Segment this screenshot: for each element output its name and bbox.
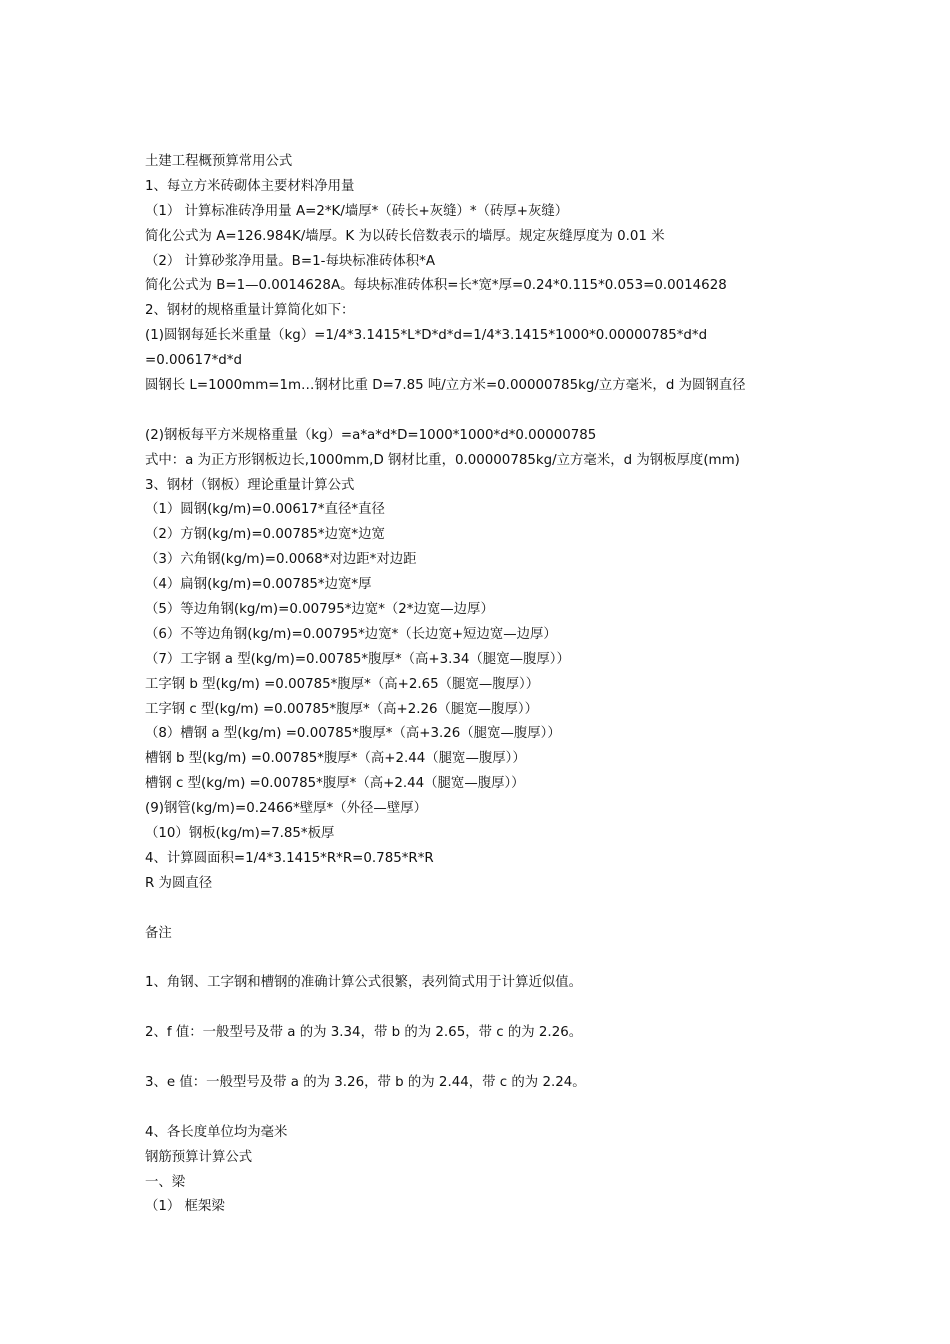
text-line: (1)圆钢每延长米重量（kg）=1/4*3.1415*L*D*d*d=1/4*3.1415*1000*0.00000785*d*d xyxy=(145,328,708,344)
text-line: R 为圆直径 xyxy=(145,875,213,891)
document-title: 土建工程概预算常用公式 xyxy=(145,154,293,169)
blank-line xyxy=(145,399,935,424)
note-item: 2、f 值：一般型号及带 a 的为 3.34，带 b 的为 2.65，带 c 的为 2.26。 xyxy=(145,1025,583,1041)
formula-line: 槽钢 c 型(kg/m) =0.00785*腹厚*（高+2.44（腿宽—腹厚）） xyxy=(145,776,525,792)
formula-line: 工字钢 b 型(kg/m) =0.00785*腹厚*（高+2.65（腿宽—腹厚）） xyxy=(145,676,540,692)
note-item: 1、角钢、工字钢和槽钢的准确计算公式很繁，表列简式用于计算近似值。 xyxy=(145,975,583,991)
formula-line: （3）六角钢(kg/m)=0.0068*对边距*对边距 xyxy=(145,552,417,568)
blank-line xyxy=(145,897,935,922)
formula-line: （10）钢板(kg/m)=7.85*板厚 xyxy=(145,826,335,842)
formula-line: （5）等边角钢(kg/m)=0.00795*边宽*（2*边宽—边厚） xyxy=(145,602,494,618)
text-line: =0.00617*d*d xyxy=(145,353,242,369)
formula-line: （8）槽钢 a 型(kg/m) =0.00785*腹厚*（高+3.26（腿宽—腹厚）） xyxy=(145,726,561,742)
section-heading-3: 3、钢材（钢板）理论重量计算公式 xyxy=(145,477,355,493)
blank-line xyxy=(145,1046,935,1071)
blank-line xyxy=(145,1096,935,1121)
section-heading-1: 1、每立方米砖砌体主要材料净用量 xyxy=(145,178,355,194)
note-item: 4、各长度单位均为毫米 xyxy=(145,1124,288,1140)
section-heading-beam: 一、梁 xyxy=(145,1174,186,1190)
note-item: 3、e 值：一般型号及带 a 的为 3.26，带 b 的为 2.44，带 c 的为 2.24。 xyxy=(145,1074,586,1090)
formula-line: （4）扁钢(kg/m)=0.00785*边宽*厚 xyxy=(145,577,372,593)
text-line: （1） 计算标准砖净用量 A=2*K/墙厚*（砖长+灰缝）*（砖厚+灰缝） xyxy=(145,203,569,219)
section-heading-4: 4、计算圆面积=1/4*3.1415*R*R=0.785*R*R xyxy=(145,850,434,866)
formula-line: （7）工字钢 a 型(kg/m)=0.00785*腹厚*（高+3.34（腿宽—腹厚）） xyxy=(145,651,570,667)
blank-line xyxy=(145,996,935,1021)
notes-heading: 备注 xyxy=(145,925,172,941)
blank-line xyxy=(145,947,935,972)
formula-line: 槽钢 b 型(kg/m) =0.00785*腹厚*（高+2.44（腿宽—腹厚）） xyxy=(145,751,526,767)
formula-line: （2）方钢(kg/m)=0.00785*边宽*边宽 xyxy=(145,527,385,543)
formula-line: （6）不等边角钢(kg/m)=0.00795*边宽*（长边宽+短边宽—边厚） xyxy=(145,626,557,642)
formula-line: (9)钢管(kg/m)=0.2466*壁厚*（外径—壁厚） xyxy=(145,801,427,817)
text-line: 圆钢长 L=1000mm=1m…钢材比重 D=7.85 吨/立方米=0.00000785kg/立方毫米，d 为圆钢直径 xyxy=(145,378,746,394)
text-line: 式中：a 为正方形钢板边长,1000mm,D 钢材比重，0.00000785kg/立方毫米，d 为钢板厚度(mm) xyxy=(145,452,740,468)
document-body xyxy=(145,150,935,1220)
text-line: （2） 计算砂浆净用量。B=1-每块标准砖体积*A xyxy=(145,253,436,269)
text-line: 简化公式为 B=1—0.0014628A。每块标准砖体积=长*宽*厚=0.24*0.115*0.053=0.0014628 xyxy=(145,278,727,294)
section-heading-rebar: 钢筋预算计算公式 xyxy=(145,1149,253,1165)
formula-line: 工字钢 c 型(kg/m) =0.00785*腹厚*（高+2.26（腿宽—腹厚）） xyxy=(145,701,538,717)
text-line: (2)钢板每平方米规格重量（kg）=a*a*d*D=1000*1000*d*0.00000785 xyxy=(145,427,597,443)
formula-line: （1）圆钢(kg/m)=0.00617*直径*直径 xyxy=(145,502,385,518)
text-line: 简化公式为 A=126.984K/墙厚。K 为以砖长倍数表示的墙厚。规定灰缝厚度为 0.01 米 xyxy=(145,228,665,244)
text-line: （1） 框架梁 xyxy=(145,1199,225,1215)
section-heading-2: 2、钢材的规格重量计算简化如下： xyxy=(145,303,355,319)
